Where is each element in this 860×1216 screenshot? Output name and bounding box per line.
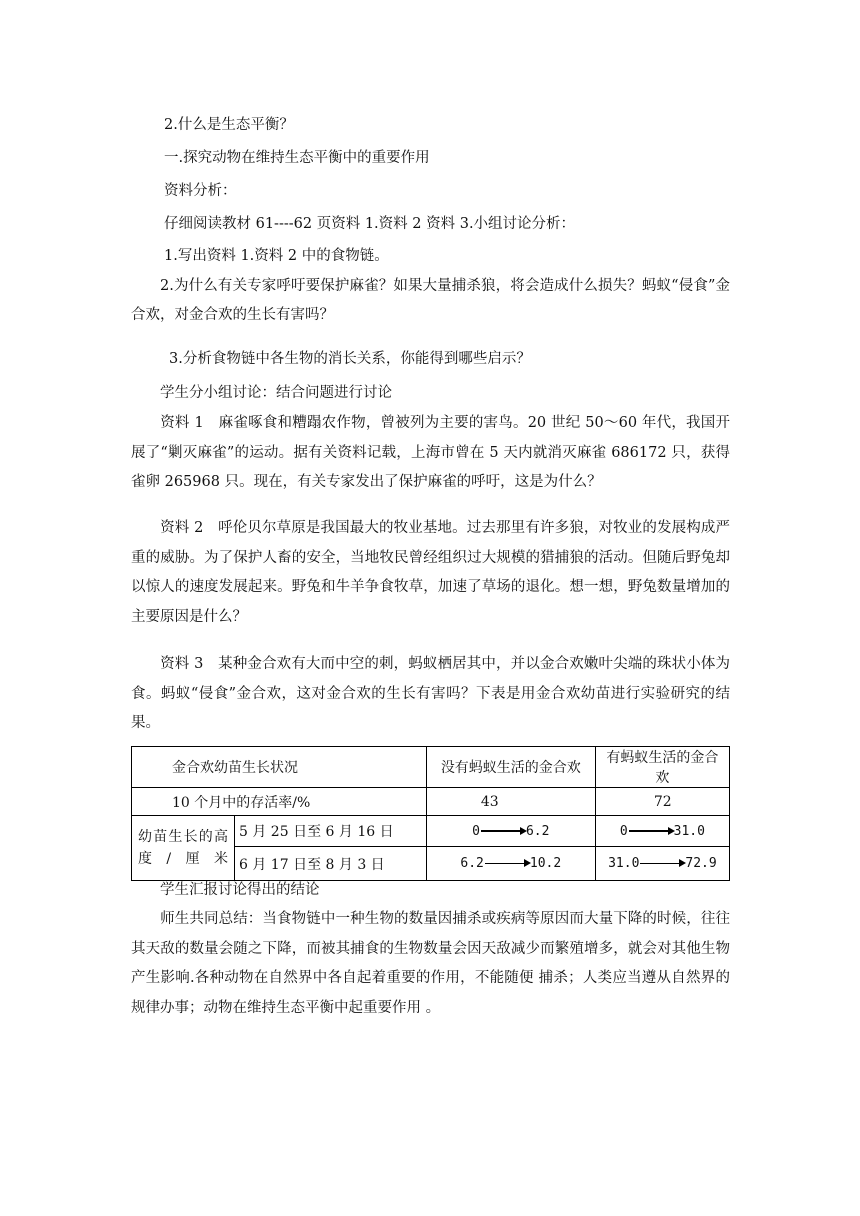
arrow-icon bbox=[485, 863, 529, 865]
table-header-row bbox=[132, 747, 730, 788]
question-1: 1.写出资料 1.资料 2 中的食物链。 bbox=[164, 248, 389, 264]
q2-line: 2.什么是生态平衡？ bbox=[164, 117, 294, 133]
question-2: 2.为什么有关专家呼吁要保护麻雀？如果大量捕杀狼，将会造成什么损失？蚂蚁“侵食”金合欢，对金合欢的生长有害吗？ bbox=[131, 278, 730, 323]
survival-label: 10 个月中的存活率/% bbox=[132, 788, 427, 816]
p1-without bbox=[426, 816, 595, 847]
period-1: 5 月 25 日至 6 月 16 日 bbox=[235, 816, 427, 847]
header-without-ants: 没有蚂蚁生活的金合欢 bbox=[426, 747, 595, 788]
material-analysis-label: 资料分析： bbox=[164, 183, 237, 199]
p1-with-from: 0 bbox=[619, 823, 628, 839]
p2-without-to: 10.2 bbox=[529, 856, 562, 871]
section-heading: 一.探究动物在维持生态平衡中的重要作用 bbox=[164, 150, 430, 166]
material-2: 资料 2 呼伦贝尔草原是我国最大的牧业基地。过去那里有许多狼，对牧业的发展构成严重的威胁。为了保护人畜的安全，当地牧民曾经组织过大规模的猎捕狼的活动。但随后野兔却以惊人的速度发展起来。野兔和牛羊争食牧草，加速了草场的退化。想一想，野兔数量增加的主要原因是什么？ bbox=[131, 520, 730, 625]
reading-instruction: 仔细阅读教材 61----62 页资料 1.资料 2 资料 3.小组讨论分析： bbox=[164, 216, 576, 232]
p2-with bbox=[595, 847, 729, 881]
p1-without-from: 0 bbox=[472, 823, 480, 839]
p1-without-to: 6.2 bbox=[525, 823, 550, 839]
header-condition: 金合欢幼苗生长状况 bbox=[132, 747, 427, 788]
question-3: 3.分析食物链中各生物的消长关系，你能得到哪些启示？ bbox=[169, 351, 531, 367]
header-with-ants: 有蚂蚁生活的金合欢 bbox=[595, 747, 729, 788]
material-3: 资料 3 某种金合欢有大而中空的刺，蚂蚁栖居其中，并以金合欢嫩叶尖端的珠状小体为食。蚂蚁“侵食”金合欢，这对金合欢的生长有害吗？下表是用金合欢幼苗进行实验研究的结果。 bbox=[131, 656, 730, 731]
p2-with-to: 72.9 bbox=[685, 856, 717, 871]
survival-without: 43 bbox=[426, 788, 595, 816]
summary: 师生共同总结：当食物链中一种生物的数量因捕杀或疾病等原因而大量下降的时候，往往其天敌的数量会随之下降，而被其捕食的生物数量会因天敌减少而繁殖增多，就会对其他生物产生影响.各种动物在自然界中各自起着重要的作用，不能随便 捕杀；人类应当遵从自然界的规律办事；动物在维持生态平衡中起重要作用 。 bbox=[131, 911, 730, 1016]
p1-with bbox=[595, 816, 729, 847]
arrow-icon bbox=[481, 830, 525, 832]
p2-without-from: 6.2 bbox=[460, 856, 484, 871]
experiment-table bbox=[131, 746, 730, 881]
p2-with-from: 31.0 bbox=[608, 856, 640, 871]
p1-with-to: 31.0 bbox=[673, 823, 705, 839]
arrow-icon bbox=[629, 830, 673, 832]
period-2: 6 月 17 日至 8 月 3 日 bbox=[235, 847, 427, 881]
height-row-1 bbox=[132, 816, 730, 847]
group-discussion: 学生分小组讨论：结合问题进行讨论 bbox=[160, 385, 392, 401]
survival-with: 72 bbox=[595, 788, 729, 816]
p2-without bbox=[426, 847, 595, 881]
height-label: 幼苗生长的高度/厘米 bbox=[132, 816, 235, 881]
report-line: 学生汇报讨论得出的结论 bbox=[160, 882, 320, 898]
material-1: 资料 1 麻雀啄食和糟蹋农作物，曾被列为主要的害鸟。20 世纪 50～60 年代，我国开展了“剿灭麻雀”的运动。据有关资料记载，上海市曾在 5 天内就消灭麻雀 686172 只，获得雀卵 265968 只。现在，有关专家发出了保护麻雀的呼吁，这是为什么？ bbox=[131, 415, 730, 490]
survival-row bbox=[132, 788, 730, 816]
arrow-icon bbox=[640, 863, 684, 865]
